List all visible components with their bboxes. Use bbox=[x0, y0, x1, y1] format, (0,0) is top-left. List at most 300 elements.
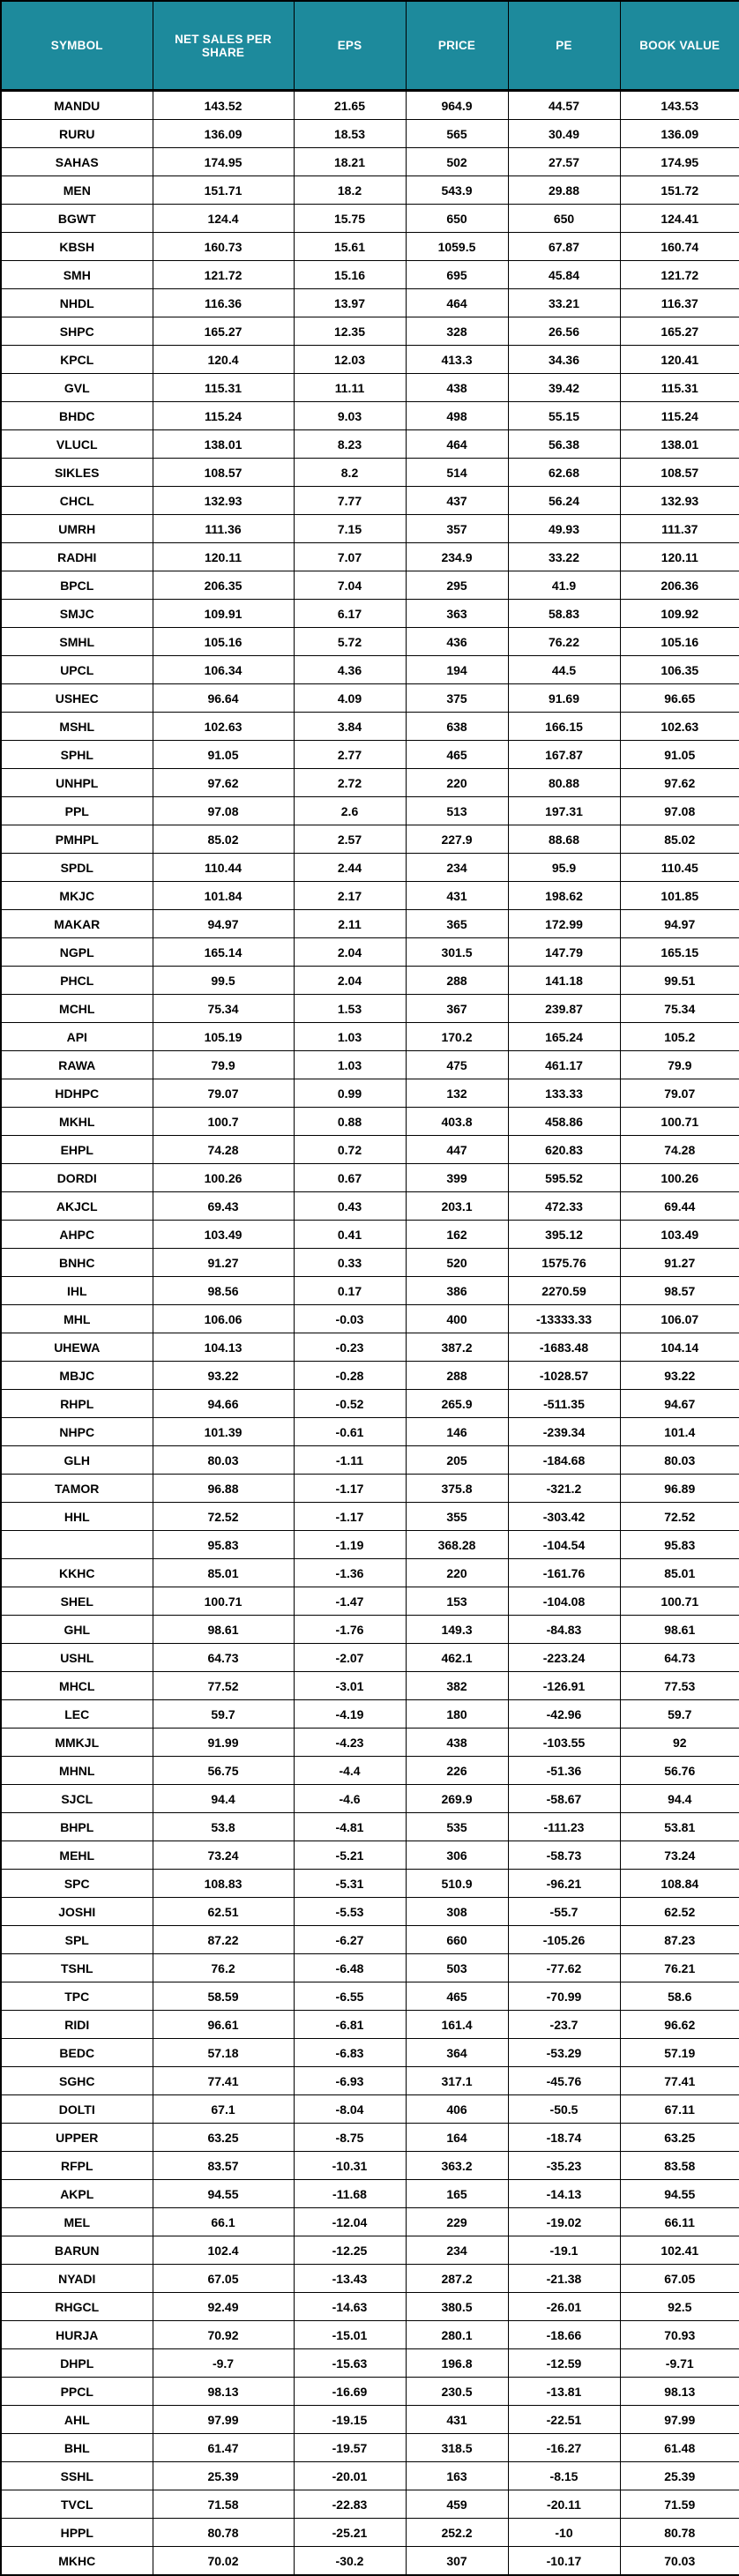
cell-price: 269.9 bbox=[406, 1785, 508, 1813]
cell-eps: 0.72 bbox=[294, 1136, 406, 1164]
cell-price: 375.8 bbox=[406, 1475, 508, 1503]
cell-eps: -16.69 bbox=[294, 2378, 406, 2406]
cell-net-sales-per-share: 67.05 bbox=[153, 2265, 294, 2293]
cell-price: 196.8 bbox=[406, 2349, 508, 2378]
cell-symbol: GHL bbox=[1, 1616, 153, 1644]
cell-price: 462.1 bbox=[406, 1644, 508, 1672]
cell-book-value: 98.13 bbox=[620, 2378, 739, 2406]
cell-eps: 4.36 bbox=[294, 656, 406, 684]
cell-symbol: TSHL bbox=[1, 1954, 153, 1982]
cell-symbol: SPHL bbox=[1, 741, 153, 769]
cell-price: 514 bbox=[406, 459, 508, 487]
table-row bbox=[1, 1870, 739, 1898]
cell-symbol: NYADI bbox=[1, 2265, 153, 2293]
cell-eps: -6.55 bbox=[294, 1982, 406, 2011]
cell-symbol: API bbox=[1, 1023, 153, 1051]
cell-net-sales-per-share: 67.1 bbox=[153, 2095, 294, 2124]
cell-pe: 56.24 bbox=[508, 487, 620, 515]
table-row bbox=[1, 854, 739, 882]
cell-net-sales-per-share: 63.25 bbox=[153, 2124, 294, 2152]
cell-pe: 44.57 bbox=[508, 91, 620, 120]
cell-eps: -0.23 bbox=[294, 1333, 406, 1362]
cell-pe: -13333.33 bbox=[508, 1305, 620, 1333]
cell-book-value: 104.14 bbox=[620, 1333, 739, 1362]
cell-eps: -6.93 bbox=[294, 2067, 406, 2095]
cell-price: 149.3 bbox=[406, 1616, 508, 1644]
cell-eps: -1.17 bbox=[294, 1503, 406, 1531]
cell-net-sales-per-share: 111.36 bbox=[153, 515, 294, 543]
cell-book-value: 132.93 bbox=[620, 487, 739, 515]
cell-eps: -30.2 bbox=[294, 2547, 406, 2576]
cell-eps: 0.33 bbox=[294, 1249, 406, 1277]
cell-symbol: AHPC bbox=[1, 1221, 153, 1249]
cell-symbol: VLUCL bbox=[1, 430, 153, 459]
cell-eps: -12.04 bbox=[294, 2208, 406, 2236]
cell-net-sales-per-share: 66.1 bbox=[153, 2208, 294, 2236]
cell-price: 660 bbox=[406, 1926, 508, 1954]
table-row bbox=[1, 1475, 739, 1503]
cell-eps: 8.2 bbox=[294, 459, 406, 487]
cell-price: 234 bbox=[406, 854, 508, 882]
cell-eps: -20.01 bbox=[294, 2462, 406, 2490]
cell-pe: 27.57 bbox=[508, 148, 620, 176]
cell-eps: 13.97 bbox=[294, 289, 406, 317]
cell-symbol: BHDC bbox=[1, 402, 153, 430]
cell-pe: 472.33 bbox=[508, 1192, 620, 1221]
cell-net-sales-per-share: 94.66 bbox=[153, 1390, 294, 1418]
cell-eps: 15.75 bbox=[294, 205, 406, 233]
cell-book-value: 93.22 bbox=[620, 1362, 739, 1390]
cell-pe: -105.26 bbox=[508, 1926, 620, 1954]
cell-symbol: RFPL bbox=[1, 2152, 153, 2180]
cell-price: 638 bbox=[406, 713, 508, 741]
table-row bbox=[1, 1108, 739, 1136]
table-row bbox=[1, 1926, 739, 1954]
cell-symbol: UNHPL bbox=[1, 769, 153, 797]
cell-pe: -23.7 bbox=[508, 2011, 620, 2039]
cell-book-value: 76.21 bbox=[620, 1954, 739, 1982]
cell-pe: -45.76 bbox=[508, 2067, 620, 2095]
cell-price: 498 bbox=[406, 402, 508, 430]
cell-price: 226 bbox=[406, 1757, 508, 1785]
cell-symbol: PMHPL bbox=[1, 825, 153, 854]
cell-eps: 0.17 bbox=[294, 1277, 406, 1305]
cell-book-value: 98.61 bbox=[620, 1616, 739, 1644]
cell-price: 153 bbox=[406, 1587, 508, 1616]
cell-net-sales-per-share: 165.27 bbox=[153, 317, 294, 346]
cell-price: 355 bbox=[406, 1503, 508, 1531]
cell-price: 180 bbox=[406, 1700, 508, 1729]
cell-book-value: 63.25 bbox=[620, 2124, 739, 2152]
cell-book-value: 91.05 bbox=[620, 741, 739, 769]
cell-symbol: SPDL bbox=[1, 854, 153, 882]
cell-eps: -8.75 bbox=[294, 2124, 406, 2152]
cell-eps: -4.23 bbox=[294, 1729, 406, 1757]
cell-net-sales-per-share: 101.84 bbox=[153, 882, 294, 910]
cell-book-value: 67.05 bbox=[620, 2265, 739, 2293]
table-row bbox=[1, 430, 739, 459]
cell-book-value: 92.5 bbox=[620, 2293, 739, 2321]
cell-book-value: 70.93 bbox=[620, 2321, 739, 2349]
table-row bbox=[1, 1249, 739, 1277]
cell-book-value: 102.41 bbox=[620, 2236, 739, 2265]
cell-eps: 3.84 bbox=[294, 713, 406, 741]
cell-price: 565 bbox=[406, 120, 508, 148]
cell-eps: -5.31 bbox=[294, 1870, 406, 1898]
cell-book-value: 64.73 bbox=[620, 1644, 739, 1672]
table-row bbox=[1, 2180, 739, 2208]
cell-eps: -2.07 bbox=[294, 1644, 406, 1672]
cell-eps: 7.77 bbox=[294, 487, 406, 515]
header-row bbox=[1, 1, 739, 91]
cell-symbol: UPCL bbox=[1, 656, 153, 684]
cell-eps: -1.11 bbox=[294, 1446, 406, 1475]
cell-pe: 595.52 bbox=[508, 1164, 620, 1192]
cell-net-sales-per-share: 105.16 bbox=[153, 628, 294, 656]
cell-symbol: UHEWA bbox=[1, 1333, 153, 1362]
cell-book-value: 101.4 bbox=[620, 1418, 739, 1446]
cell-book-value: 100.71 bbox=[620, 1108, 739, 1136]
cell-eps: 0.99 bbox=[294, 1079, 406, 1108]
cell-price: 357 bbox=[406, 515, 508, 543]
cell-pe: -10 bbox=[508, 2519, 620, 2547]
cell-book-value: 94.55 bbox=[620, 2180, 739, 2208]
cell-net-sales-per-share: 73.24 bbox=[153, 1841, 294, 1870]
cell-price: 459 bbox=[406, 2490, 508, 2519]
cell-eps: -25.21 bbox=[294, 2519, 406, 2547]
cell-price: 403.8 bbox=[406, 1108, 508, 1136]
cell-pe: -111.23 bbox=[508, 1813, 620, 1841]
cell-pe: -19.1 bbox=[508, 2236, 620, 2265]
cell-price: 475 bbox=[406, 1051, 508, 1079]
cell-book-value: 94.67 bbox=[620, 1390, 739, 1418]
cell-pe: -84.83 bbox=[508, 1616, 620, 1644]
cell-pe: 80.88 bbox=[508, 769, 620, 797]
cell-eps: -6.83 bbox=[294, 2039, 406, 2067]
cell-symbol: NHDL bbox=[1, 289, 153, 317]
table-row bbox=[1, 684, 739, 713]
cell-eps: 18.2 bbox=[294, 176, 406, 205]
cell-eps: 2.57 bbox=[294, 825, 406, 854]
table-row bbox=[1, 402, 739, 430]
table-row bbox=[1, 515, 739, 543]
cell-pe: -19.02 bbox=[508, 2208, 620, 2236]
cell-net-sales-per-share: 91.27 bbox=[153, 1249, 294, 1277]
cell-price: 367 bbox=[406, 995, 508, 1023]
table-row bbox=[1, 2236, 739, 2265]
cell-pe: -184.68 bbox=[508, 1446, 620, 1475]
cell-pe: 62.68 bbox=[508, 459, 620, 487]
table-row bbox=[1, 1954, 739, 1982]
cell-book-value: 105.16 bbox=[620, 628, 739, 656]
cell-net-sales-per-share: 105.19 bbox=[153, 1023, 294, 1051]
cell-book-value: 80.78 bbox=[620, 2519, 739, 2547]
cell-net-sales-per-share: 100.7 bbox=[153, 1108, 294, 1136]
cell-book-value: 103.49 bbox=[620, 1221, 739, 1249]
cell-symbol: SGHC bbox=[1, 2067, 153, 2095]
cell-eps: 2.04 bbox=[294, 938, 406, 967]
table-row bbox=[1, 2067, 739, 2095]
table-row bbox=[1, 2349, 739, 2378]
cell-net-sales-per-share: 91.99 bbox=[153, 1729, 294, 1757]
cell-eps: 0.41 bbox=[294, 1221, 406, 1249]
table-row bbox=[1, 825, 739, 854]
table-row bbox=[1, 967, 739, 995]
table-row bbox=[1, 1644, 739, 1672]
cell-eps: 5.72 bbox=[294, 628, 406, 656]
table-row bbox=[1, 628, 739, 656]
cell-symbol: MCHL bbox=[1, 995, 153, 1023]
cell-price: 328 bbox=[406, 317, 508, 346]
cell-price: 132 bbox=[406, 1079, 508, 1108]
cell-net-sales-per-share: 98.56 bbox=[153, 1277, 294, 1305]
cell-pe: 44.5 bbox=[508, 656, 620, 684]
cell-eps: -0.03 bbox=[294, 1305, 406, 1333]
table-header bbox=[1, 1, 739, 91]
cell-book-value: 120.41 bbox=[620, 346, 739, 374]
table-row bbox=[1, 1333, 739, 1362]
cell-book-value: 96.89 bbox=[620, 1475, 739, 1503]
cell-symbol: RHPL bbox=[1, 1390, 153, 1418]
cell-price: 287.2 bbox=[406, 2265, 508, 2293]
cell-pe: -21.38 bbox=[508, 2265, 620, 2293]
cell-eps: 2.72 bbox=[294, 769, 406, 797]
cell-pe: -8.15 bbox=[508, 2462, 620, 2490]
cell-eps: -12.25 bbox=[294, 2236, 406, 2265]
cell-book-value: 79.07 bbox=[620, 1079, 739, 1108]
cell-price: 465 bbox=[406, 741, 508, 769]
cell-price: 165 bbox=[406, 2180, 508, 2208]
cell-book-value: 100.26 bbox=[620, 1164, 739, 1192]
cell-pe: -104.08 bbox=[508, 1587, 620, 1616]
cell-net-sales-per-share: 79.9 bbox=[153, 1051, 294, 1079]
cell-pe: -10.17 bbox=[508, 2547, 620, 2576]
cell-book-value: 96.65 bbox=[620, 684, 739, 713]
cell-symbol: MKHL bbox=[1, 1108, 153, 1136]
table-row bbox=[1, 2265, 739, 2293]
cell-eps: -4.6 bbox=[294, 1785, 406, 1813]
table-row bbox=[1, 1136, 739, 1164]
cell-pe: 34.36 bbox=[508, 346, 620, 374]
cell-net-sales-per-share: 80.03 bbox=[153, 1446, 294, 1475]
cell-symbol: RADHI bbox=[1, 543, 153, 571]
cell-net-sales-per-share: 104.13 bbox=[153, 1333, 294, 1362]
cell-net-sales-per-share: 206.35 bbox=[153, 571, 294, 600]
cell-price: 386 bbox=[406, 1277, 508, 1305]
table-row bbox=[1, 1164, 739, 1192]
cell-book-value: 115.24 bbox=[620, 402, 739, 430]
cell-symbol: SHPC bbox=[1, 317, 153, 346]
cell-pe: 39.42 bbox=[508, 374, 620, 402]
cell-eps: 18.21 bbox=[294, 148, 406, 176]
cell-eps: 0.88 bbox=[294, 1108, 406, 1136]
cell-book-value: 99.51 bbox=[620, 967, 739, 995]
cell-pe: -53.29 bbox=[508, 2039, 620, 2067]
cell-eps: 8.23 bbox=[294, 430, 406, 459]
table-row bbox=[1, 1898, 739, 1926]
cell-eps: 12.03 bbox=[294, 346, 406, 374]
cell-net-sales-per-share: 103.49 bbox=[153, 1221, 294, 1249]
table-row bbox=[1, 2490, 739, 2519]
cell-net-sales-per-share: 56.75 bbox=[153, 1757, 294, 1785]
table-row bbox=[1, 1305, 739, 1333]
cell-price: 205 bbox=[406, 1446, 508, 1475]
cell-pe: 197.31 bbox=[508, 797, 620, 825]
cell-symbol: RIDI bbox=[1, 2011, 153, 2039]
cell-pe: 2270.59 bbox=[508, 1277, 620, 1305]
cell-book-value: 95.83 bbox=[620, 1531, 739, 1559]
cell-price: 464 bbox=[406, 430, 508, 459]
cell-book-value: 102.63 bbox=[620, 713, 739, 741]
cell-net-sales-per-share: 85.01 bbox=[153, 1559, 294, 1587]
cell-eps: 0.43 bbox=[294, 1192, 406, 1221]
cell-eps: -13.43 bbox=[294, 2265, 406, 2293]
table-row bbox=[1, 769, 739, 797]
cell-price: 363 bbox=[406, 600, 508, 628]
cell-pe: -239.34 bbox=[508, 1418, 620, 1446]
cell-net-sales-per-share: 101.39 bbox=[153, 1418, 294, 1446]
table-row bbox=[1, 205, 739, 233]
cell-price: 229 bbox=[406, 2208, 508, 2236]
cell-pe: -58.67 bbox=[508, 1785, 620, 1813]
cell-net-sales-per-share: 120.11 bbox=[153, 543, 294, 571]
cell-price: 368.28 bbox=[406, 1531, 508, 1559]
cell-net-sales-per-share: 115.31 bbox=[153, 374, 294, 402]
cell-pe: -55.7 bbox=[508, 1898, 620, 1926]
cell-symbol: RURU bbox=[1, 120, 153, 148]
cell-net-sales-per-share: 174.95 bbox=[153, 148, 294, 176]
cell-net-sales-per-share: 62.51 bbox=[153, 1898, 294, 1926]
cell-net-sales-per-share: 83.57 bbox=[153, 2152, 294, 2180]
cell-symbol: MHL bbox=[1, 1305, 153, 1333]
cell-price: 431 bbox=[406, 882, 508, 910]
cell-book-value: 174.95 bbox=[620, 148, 739, 176]
table-row bbox=[1, 1700, 739, 1729]
cell-book-value: 110.45 bbox=[620, 854, 739, 882]
cell-eps: -1.47 bbox=[294, 1587, 406, 1616]
cell-price: 280.1 bbox=[406, 2321, 508, 2349]
cell-symbol: MMKJL bbox=[1, 1729, 153, 1757]
cell-symbol: JOSHI bbox=[1, 1898, 153, 1926]
cell-price: 375 bbox=[406, 684, 508, 713]
cell-net-sales-per-share: 94.4 bbox=[153, 1785, 294, 1813]
column-header-net-sales-per-share: NET SALES PER SHARE bbox=[153, 1, 294, 91]
cell-price: 170.2 bbox=[406, 1023, 508, 1051]
cell-net-sales-per-share: 120.4 bbox=[153, 346, 294, 374]
cell-price: 510.9 bbox=[406, 1870, 508, 1898]
cell-symbol: MSHL bbox=[1, 713, 153, 741]
cell-eps: 2.44 bbox=[294, 854, 406, 882]
cell-eps: -0.61 bbox=[294, 1418, 406, 1446]
cell-net-sales-per-share: 110.44 bbox=[153, 854, 294, 882]
cell-book-value: 136.09 bbox=[620, 120, 739, 148]
cell-pe: -12.59 bbox=[508, 2349, 620, 2378]
cell-net-sales-per-share: 121.72 bbox=[153, 261, 294, 289]
cell-net-sales-per-share: 59.7 bbox=[153, 1700, 294, 1729]
table-row bbox=[1, 1813, 739, 1841]
cell-price: 447 bbox=[406, 1136, 508, 1164]
table-row bbox=[1, 1503, 739, 1531]
cell-price: 301.5 bbox=[406, 938, 508, 967]
cell-price: 431 bbox=[406, 2406, 508, 2434]
cell-symbol: AKPL bbox=[1, 2180, 153, 2208]
cell-eps: -8.04 bbox=[294, 2095, 406, 2124]
table-row bbox=[1, 1982, 739, 2011]
table-row bbox=[1, 1221, 739, 1249]
cell-book-value: 72.52 bbox=[620, 1503, 739, 1531]
table-row bbox=[1, 2011, 739, 2039]
table-row bbox=[1, 1841, 739, 1870]
cell-net-sales-per-share: 165.14 bbox=[153, 938, 294, 967]
cell-price: 306 bbox=[406, 1841, 508, 1870]
cell-book-value: 87.23 bbox=[620, 1926, 739, 1954]
cell-symbol: GVL bbox=[1, 374, 153, 402]
cell-eps: -4.4 bbox=[294, 1757, 406, 1785]
cell-price: 234.9 bbox=[406, 543, 508, 571]
cell-symbol: CHCL bbox=[1, 487, 153, 515]
cell-book-value: 96.62 bbox=[620, 2011, 739, 2039]
cell-symbol: NGPL bbox=[1, 938, 153, 967]
cell-net-sales-per-share: 57.18 bbox=[153, 2039, 294, 2067]
cell-pe: 55.15 bbox=[508, 402, 620, 430]
table-row bbox=[1, 120, 739, 148]
cell-book-value: 69.44 bbox=[620, 1192, 739, 1221]
cell-price: 436 bbox=[406, 628, 508, 656]
column-header-symbol: SYMBOL bbox=[1, 1, 153, 91]
cell-pe: 620.83 bbox=[508, 1136, 620, 1164]
cell-price: 380.5 bbox=[406, 2293, 508, 2321]
cell-eps: 18.53 bbox=[294, 120, 406, 148]
cell-pe: -1683.48 bbox=[508, 1333, 620, 1362]
cell-price: 399 bbox=[406, 1164, 508, 1192]
table-row bbox=[1, 261, 739, 289]
cell-symbol: HDHPC bbox=[1, 1079, 153, 1108]
cell-book-value: 62.52 bbox=[620, 1898, 739, 1926]
cell-net-sales-per-share: 96.64 bbox=[153, 684, 294, 713]
table-row bbox=[1, 1587, 739, 1616]
table-body bbox=[1, 91, 739, 2576]
cell-book-value: 138.01 bbox=[620, 430, 739, 459]
cell-net-sales-per-share: 108.57 bbox=[153, 459, 294, 487]
cell-net-sales-per-share: 151.71 bbox=[153, 176, 294, 205]
cell-net-sales-per-share: 136.09 bbox=[153, 120, 294, 148]
cell-book-value: -9.71 bbox=[620, 2349, 739, 2378]
cell-book-value: 111.37 bbox=[620, 515, 739, 543]
cell-net-sales-per-share: 100.71 bbox=[153, 1587, 294, 1616]
table-row bbox=[1, 1362, 739, 1390]
cell-price: 227.9 bbox=[406, 825, 508, 854]
cell-net-sales-per-share: 97.62 bbox=[153, 769, 294, 797]
cell-book-value: 79.9 bbox=[620, 1051, 739, 1079]
cell-net-sales-per-share: 143.52 bbox=[153, 91, 294, 120]
cell-eps: -6.81 bbox=[294, 2011, 406, 2039]
cell-symbol: DHPL bbox=[1, 2349, 153, 2378]
table-row bbox=[1, 374, 739, 402]
cell-net-sales-per-share: 75.34 bbox=[153, 995, 294, 1023]
cell-pe: 650 bbox=[508, 205, 620, 233]
cell-eps: 7.04 bbox=[294, 571, 406, 600]
table-row bbox=[1, 2095, 739, 2124]
cell-symbol: LEC bbox=[1, 1700, 153, 1729]
cell-net-sales-per-share: 116.36 bbox=[153, 289, 294, 317]
cell-symbol: MEHL bbox=[1, 1841, 153, 1870]
cell-pe: 167.87 bbox=[508, 741, 620, 769]
cell-symbol: HPPL bbox=[1, 2519, 153, 2547]
cell-net-sales-per-share: 70.92 bbox=[153, 2321, 294, 2349]
cell-book-value: 77.41 bbox=[620, 2067, 739, 2095]
cell-price: 363.2 bbox=[406, 2152, 508, 2180]
table-row bbox=[1, 2547, 739, 2576]
